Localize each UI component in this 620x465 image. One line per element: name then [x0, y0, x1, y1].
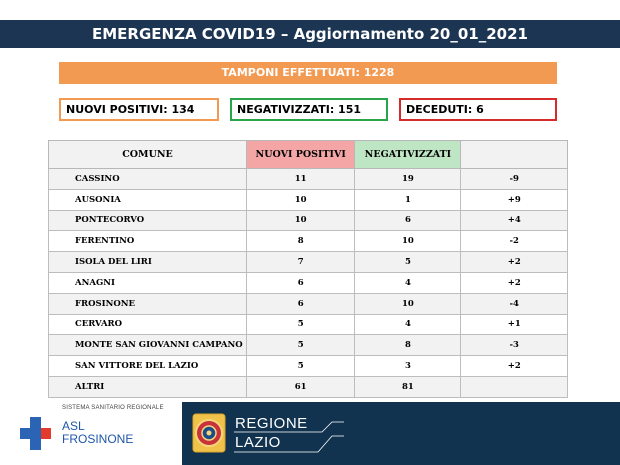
asl-name-location: FROSINONE	[62, 432, 134, 446]
asl-name: ASL	[62, 419, 85, 433]
cell-negativizzati: 10	[355, 293, 461, 314]
table-row	[49, 356, 568, 377]
cell-nuovi-positivi: 6	[247, 293, 355, 314]
cell-comune: FERENTINO	[49, 231, 247, 252]
cell-delta: +1	[461, 314, 568, 335]
cell-delta: +2	[461, 272, 568, 293]
regione-lazio-banner	[182, 402, 620, 465]
cell-comune: PONTECORVO	[49, 210, 247, 231]
regione-label: REGIONE	[235, 415, 308, 432]
cell-negativizzati: 8	[355, 335, 461, 356]
cell-comune: ALTRI	[49, 376, 247, 397]
cell-negativizzati: 4	[355, 272, 461, 293]
deceduti-box: DECEDUTI: 6	[399, 98, 557, 121]
table-row	[49, 252, 568, 273]
cell-delta: +2	[461, 356, 568, 377]
cell-negativizzati: 4	[355, 314, 461, 335]
cell-nuovi-positivi: 7	[247, 252, 355, 273]
cell-nuovi-positivi: 5	[247, 356, 355, 377]
header-comune: COMUNE	[49, 141, 247, 169]
cell-negativizzati: 10	[355, 231, 461, 252]
table-row	[49, 293, 568, 314]
header-nuovi-positivi: NUOVI POSITIVI	[247, 141, 355, 169]
table-row	[49, 169, 568, 190]
asl-frosinone-logo	[20, 405, 190, 455]
cell-delta: +9	[461, 189, 568, 210]
table-row	[49, 314, 568, 335]
cell-comune: CASSINO	[49, 169, 247, 190]
cell-delta: -9	[461, 169, 568, 190]
cell-comune: ANAGNI	[49, 272, 247, 293]
cell-nuovi-positivi: 61	[247, 376, 355, 397]
table-row	[49, 189, 568, 210]
table-row	[49, 210, 568, 231]
comuni-table	[48, 140, 568, 398]
cell-comune: SAN VITTORE DEL LAZIO	[49, 356, 247, 377]
cross-icon-accent	[41, 428, 51, 439]
cell-negativizzati: 5	[355, 252, 461, 273]
cell-nuovi-positivi: 8	[247, 231, 355, 252]
cell-negativizzati: 1	[355, 189, 461, 210]
cell-comune: AUSONIA	[49, 189, 247, 210]
cell-delta: +4	[461, 210, 568, 231]
cell-negativizzati: 19	[355, 169, 461, 190]
asl-subtitle: SISTEMA SANITARIO REGIONALE	[62, 405, 164, 411]
table-row	[49, 335, 568, 356]
cell-negativizzati: 81	[355, 376, 461, 397]
cell-nuovi-positivi: 5	[247, 314, 355, 335]
page-title: EMERGENZA COVID19 – Aggiornamento 20_01_2021	[0, 20, 620, 48]
cell-delta: +2	[461, 252, 568, 273]
cell-delta: -2	[461, 231, 568, 252]
cell-comune: MONTE SAN GIOVANNI CAMPANO	[49, 335, 247, 356]
cell-delta: -4	[461, 293, 568, 314]
table-header-row	[49, 141, 568, 169]
nuovi-positivi-box: NUOVI POSITIVI: 134	[59, 98, 219, 121]
cell-nuovi-positivi: 11	[247, 169, 355, 190]
cell-negativizzati: 3	[355, 356, 461, 377]
cell-nuovi-positivi: 6	[247, 272, 355, 293]
cell-comune: ISOLA DEL LIRI	[49, 252, 247, 273]
cell-delta	[461, 376, 568, 397]
header-delta	[461, 141, 568, 169]
cell-comune: CERVARO	[49, 314, 247, 335]
tamponi-banner: TAMPONI EFFETTUATI: 1228	[59, 62, 557, 84]
cell-delta: -3	[461, 335, 568, 356]
negativizzati-box: NEGATIVIZZATI: 151	[230, 98, 388, 121]
table-row	[49, 272, 568, 293]
regione-lazio-emblem-icon	[192, 413, 226, 453]
cell-comune: FROSINONE	[49, 293, 247, 314]
lazio-label: LAZIO	[235, 434, 281, 451]
cell-nuovi-positivi: 10	[247, 210, 355, 231]
table-row	[49, 231, 568, 252]
table-row	[49, 376, 568, 397]
cell-negativizzati: 6	[355, 210, 461, 231]
cell-nuovi-positivi: 10	[247, 189, 355, 210]
cell-nuovi-positivi: 5	[247, 335, 355, 356]
header-negativizzati: NEGATIVIZZATI	[355, 141, 461, 169]
